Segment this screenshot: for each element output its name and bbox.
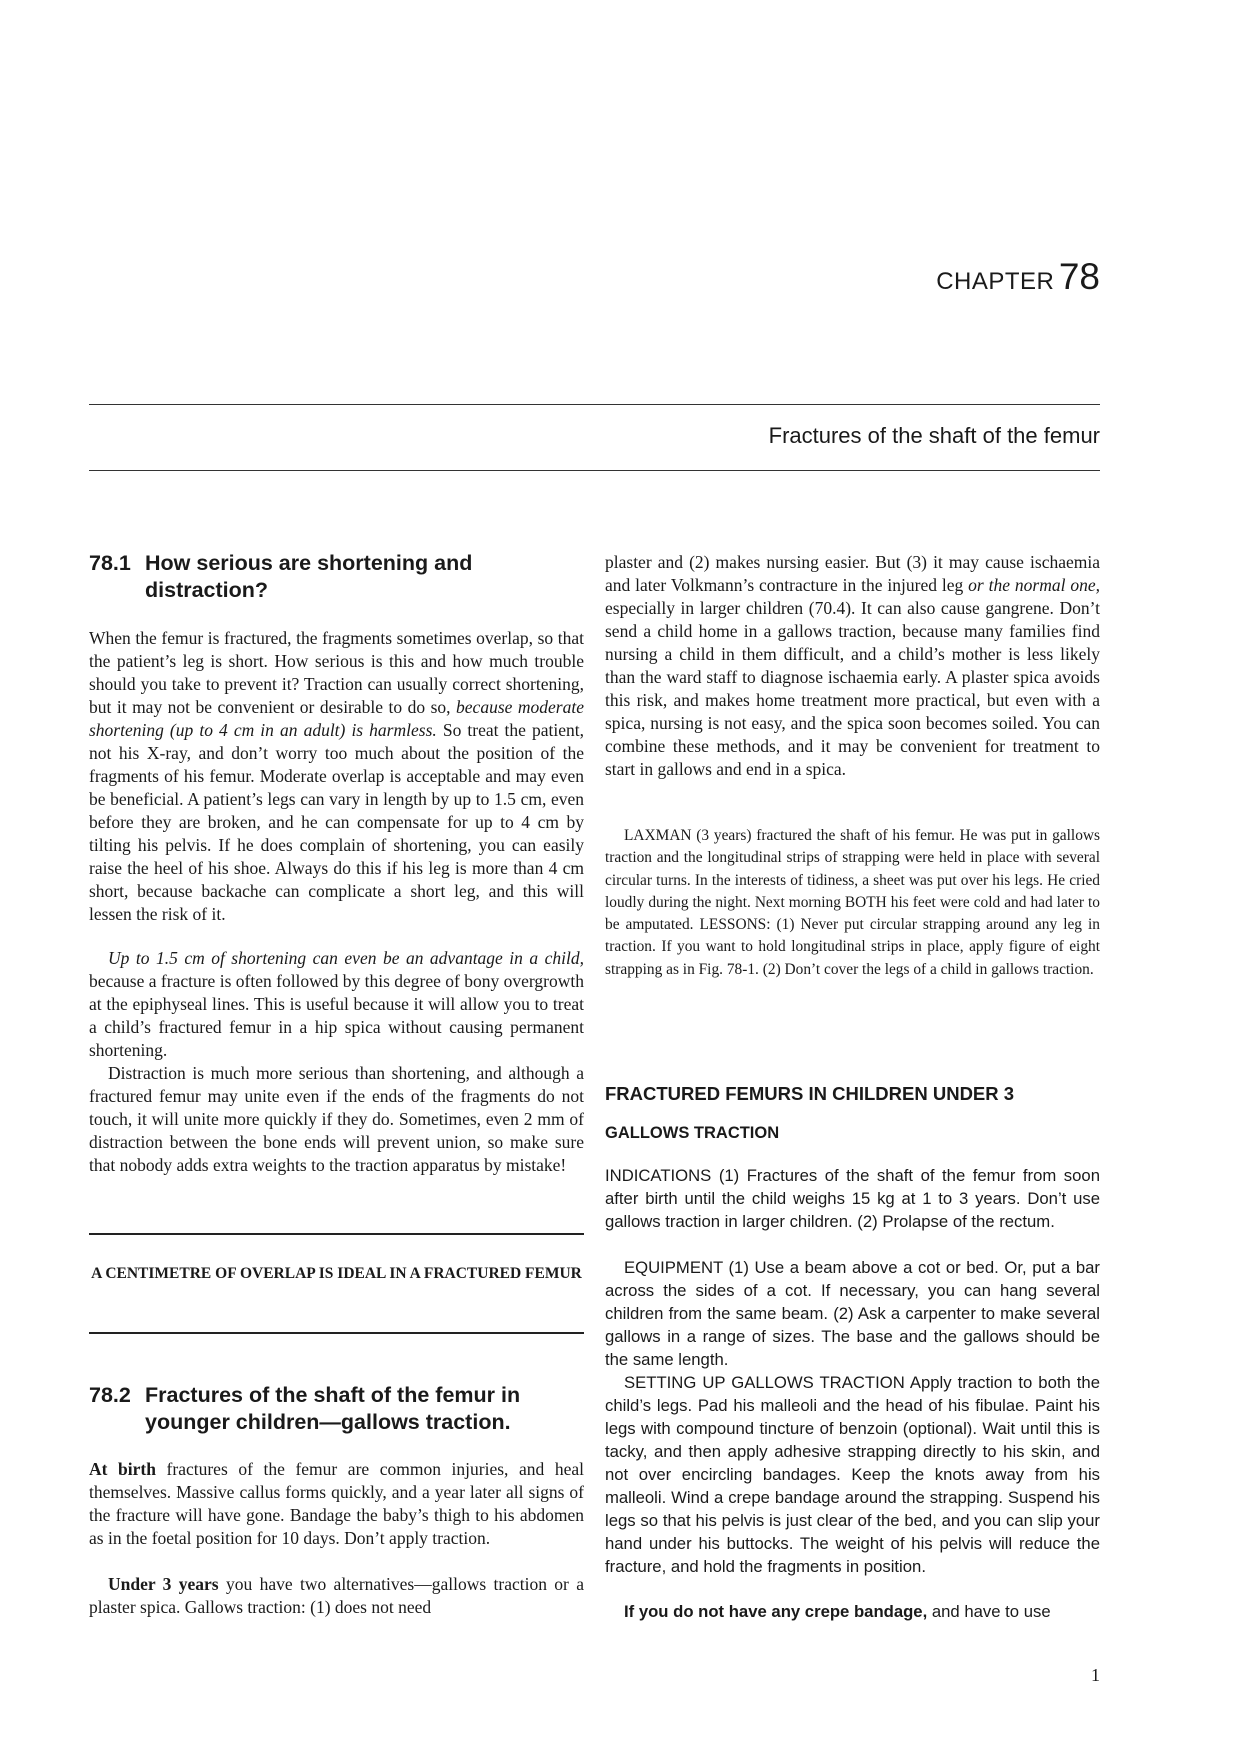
italic-run: or the normal one, (968, 575, 1100, 595)
text-run: and have to use (927, 1602, 1051, 1621)
italic-run: because moderate shortening (up to 4 cm in an adult) is harmless. (89, 697, 584, 740)
box-top-rule (89, 1233, 584, 1235)
paragraph-equipment: EQUIPMENT (1) Use a beam above a cot or bed. Or, put a bar across the sides of a cot. If necessary, you can hang several children from the same beam. (2) Ask a carpenter to make several gallows in a range of sizes. The base and the gallows should be the same length. (605, 1258, 1100, 1369)
text-run: When the femur is fractured, the fragments sometimes overlap, so that the patient’s leg is short. How serious is this and how much trouble should you take to prevent it? Traction can usually correct shortening, but it may not be convenient or desirable to do so, (89, 628, 584, 717)
text-run: fractures of the femur are common injuries, and heal themselves. Massive callus forms quickly, and a year later all signs of the fracture will have gone. Bandage the baby’s thigh to his abdomen as in the foetal position for 10 days. Don’t apply traction. (89, 1459, 584, 1548)
bold-lead: If you do not have any crepe bandage, (624, 1602, 928, 1621)
subheading-children-under-3: FRACTURED FEMURS IN CHILDREN UNDER 3 (605, 1083, 1015, 1104)
text-run: especially in larger children (70.4). It can also cause gangrene. Don’t send a child home in a gallows traction, because many families find nursing a child in them difficult, and a child’s mother is less likely than the ward staff to diagnose ischaemia early. A plaster spica avoids this risk, and makes home treatment more practical, but even with a spica, nursing is not easy, and the spica soon becomes soiled. You can combine these methods, and it may be convenient for treatment to start in gallows and end in a spica. (605, 598, 1100, 779)
paragraph-distraction: Distraction is much more serious than shortening, and although a fractured femur may unite even if the ends of the fragments do not touch, it will unite more quickly if they do. Sometimes, even 2 mm of distraction between the bone ends will prevent union, so make sure that nobody adds extra weights to the traction apparatus by mistake! (89, 1063, 584, 1175)
chapter-heading (936, 256, 1100, 298)
paragraph-shortening (89, 627, 584, 926)
paragraph-crepe-bandage (605, 1600, 1100, 1623)
paragraph-setting-up: SETTING UP GALLOWS TRACTION Apply traction to both the child’s legs. Pad his malleoli and the head of his fibulae. Paint his legs with compound tincture of benzoin (optional). Wait until this is tacky, and then apply adhesive strapping directly to his skin, and not over encircling bandages. Keep the knots away from his malleoli. Wind a crepe bandage around the strapping. Suspend his legs so that his pelvis is just clear of the bed, and you can slip your hand under his buttocks. The weight of his pelvis will reduce the fracture, and hold the fragments in position. (605, 1373, 1100, 1576)
case-report-laxman: LAXMAN (3 years) fractured the shaft of his femur. He was put in gallows traction and the longitudinal strips of strapping were held in place with several circular turns. In the interests of tidiness, a sheet was put over his legs. He cried loudly during the night. Next morning BOTH his feet were cold and had later to be amputated. LESSONS: (1) Never put circular strapping around any leg in traction. If you want to hold longitudinal strips in place, apply figure of eight strapping as in Fig. 78-1. (2) Don’t cover the legs of a child in gallows traction. (605, 827, 1100, 978)
bold-lead: Under 3 years (108, 1574, 219, 1594)
paragraph-under-3 (89, 1573, 584, 1619)
chapter-word: CHAPTER (936, 268, 1055, 295)
paragraph-child-shortening (89, 947, 584, 1062)
text-run: plaster and (2) makes nursing easier. But (3) it may cause ischaemia and later Volkmann’s contracture in the injured leg (605, 552, 1100, 595)
subheading-gallows-traction: GALLOWS TRACTION (605, 1124, 780, 1142)
paragraph-indications: INDICATIONS (1) Fractures of the shaft of the femur from soon after birth until the child weighs 15 kg at 1 to 3 years. Don’t use gallows traction in larger children. (2) Prolapse of the rectum. (605, 1166, 1100, 1231)
chapter-title: Fractures of the shaft of the femur (768, 423, 1100, 448)
section-title: Fractures of the shaft of the femur in younger children—gallows traction. (145, 1383, 521, 1434)
section-heading-78-2 (89, 1382, 584, 1436)
top-rule (89, 404, 1100, 405)
section-heading-78-1 (89, 550, 584, 604)
section-number: 78.2 (89, 1383, 131, 1407)
section-title: How serious are shortening and distraction? (145, 551, 473, 602)
paragraph-at-birth (89, 1458, 584, 1550)
page-number: 1 (1091, 1665, 1100, 1685)
bold-lead: At birth (89, 1459, 156, 1479)
italic-run: Up to 1.5 cm of shortening can even be an advantage in a child, (108, 948, 584, 968)
chapter-number: 78 (1058, 256, 1100, 297)
paragraph-gallows-continued (605, 551, 1100, 781)
bottom-rule (89, 470, 1100, 471)
text-run: So treat the patient, not his X-ray, and don’t worry too much about the position of the fragments of his femur. Moderate overlap is acceptable and may even be beneficial. A patient’s legs can vary in length by up to 1.5 cm, even before they are broken, and he can compensate for up to 4 cm by tilting his pelvis. If he does complain of shortening, you can easily raise the heel of his shoe. Always do this if his leg is more than 4 cm short, because backache can complicate a short leg, and this will lessen the risk of it. (89, 720, 584, 924)
text-run: because a fracture is often followed by this degree of bony overgrowth at the epiphyseal lines. This is useful because it will allow you to treat a child’s fractured femur in a hip spica without causing permanent shortening. (89, 971, 584, 1060)
key-point-box: A CENTIMETRE OF OVERLAP IS IDEAL IN A FRACTURED FEMUR (91, 1265, 582, 1282)
text-run: you have two alternatives—gallows traction or a plaster spica. Gallows traction: (1) does not need (89, 1574, 584, 1617)
box-bottom-rule (89, 1332, 584, 1334)
section-number: 78.1 (89, 551, 131, 575)
